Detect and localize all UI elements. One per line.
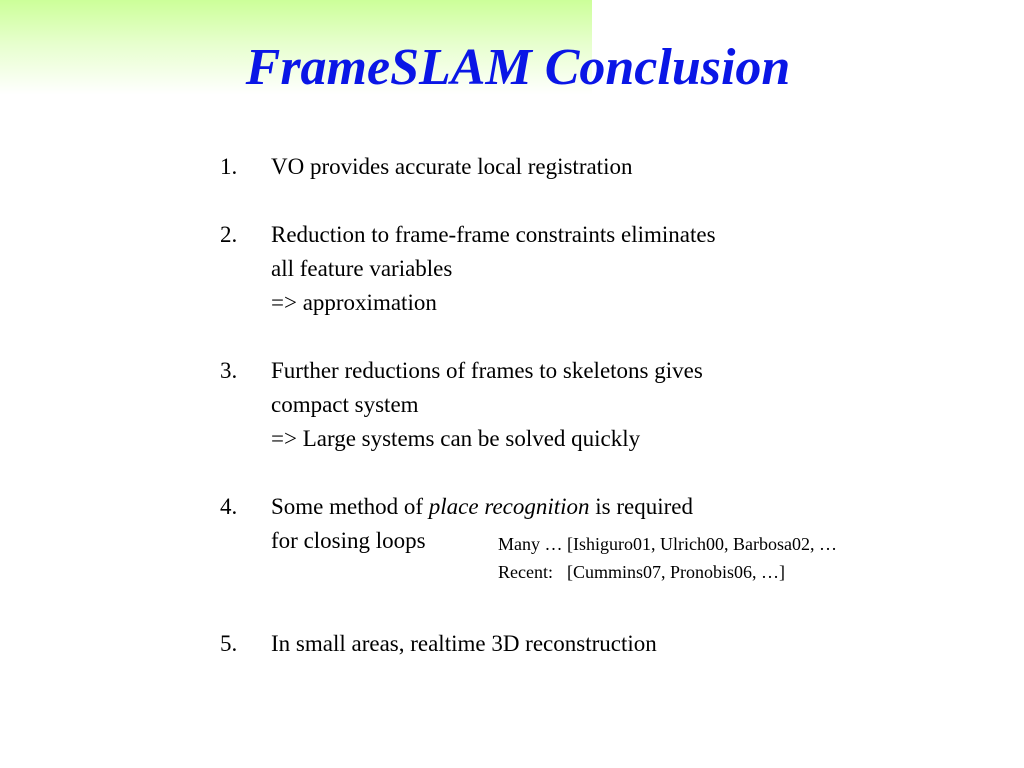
references-many bbox=[498, 530, 837, 559]
item-line: => approximation bbox=[271, 290, 437, 315]
references-list: [Ishiguro01, Ulrich00, Barbosa02, … bbox=[567, 534, 837, 554]
item-number: 1. bbox=[220, 154, 238, 179]
references-label: Recent: bbox=[498, 562, 553, 582]
item-number: 2. bbox=[220, 222, 238, 247]
item-number: 3. bbox=[220, 358, 238, 383]
references-list: [Cummins07, Pronobis06, …] bbox=[566, 562, 785, 582]
item-body bbox=[271, 218, 716, 320]
item-body bbox=[271, 354, 703, 456]
references-recent bbox=[498, 558, 785, 587]
item-line: VO provides accurate local registration bbox=[271, 154, 633, 179]
item-body bbox=[271, 627, 657, 661]
references-label: Many … bbox=[498, 534, 563, 554]
item-body bbox=[271, 150, 632, 184]
item-text: Some method of bbox=[271, 494, 429, 519]
item-line: In small areas, realtime 3D reconstruction bbox=[271, 631, 657, 656]
item-line: all feature variables bbox=[271, 256, 453, 281]
item-number: 4. bbox=[220, 494, 238, 519]
item-line: compact system bbox=[271, 392, 419, 417]
item-line: Further reductions of frames to skeletons gives bbox=[271, 358, 703, 383]
item-line: => Large systems can be solved quickly bbox=[271, 426, 641, 451]
item-line: for closing loops bbox=[271, 528, 426, 553]
slide-title: FrameSLAM Conclusion bbox=[245, 39, 791, 96]
item-text: is required bbox=[589, 494, 694, 519]
item-number: 5. bbox=[220, 631, 238, 656]
item-line bbox=[271, 490, 693, 524]
item-line: Reduction to frame-frame constraints eliminates bbox=[271, 222, 716, 247]
emphasized-term: place recognition bbox=[428, 494, 590, 519]
